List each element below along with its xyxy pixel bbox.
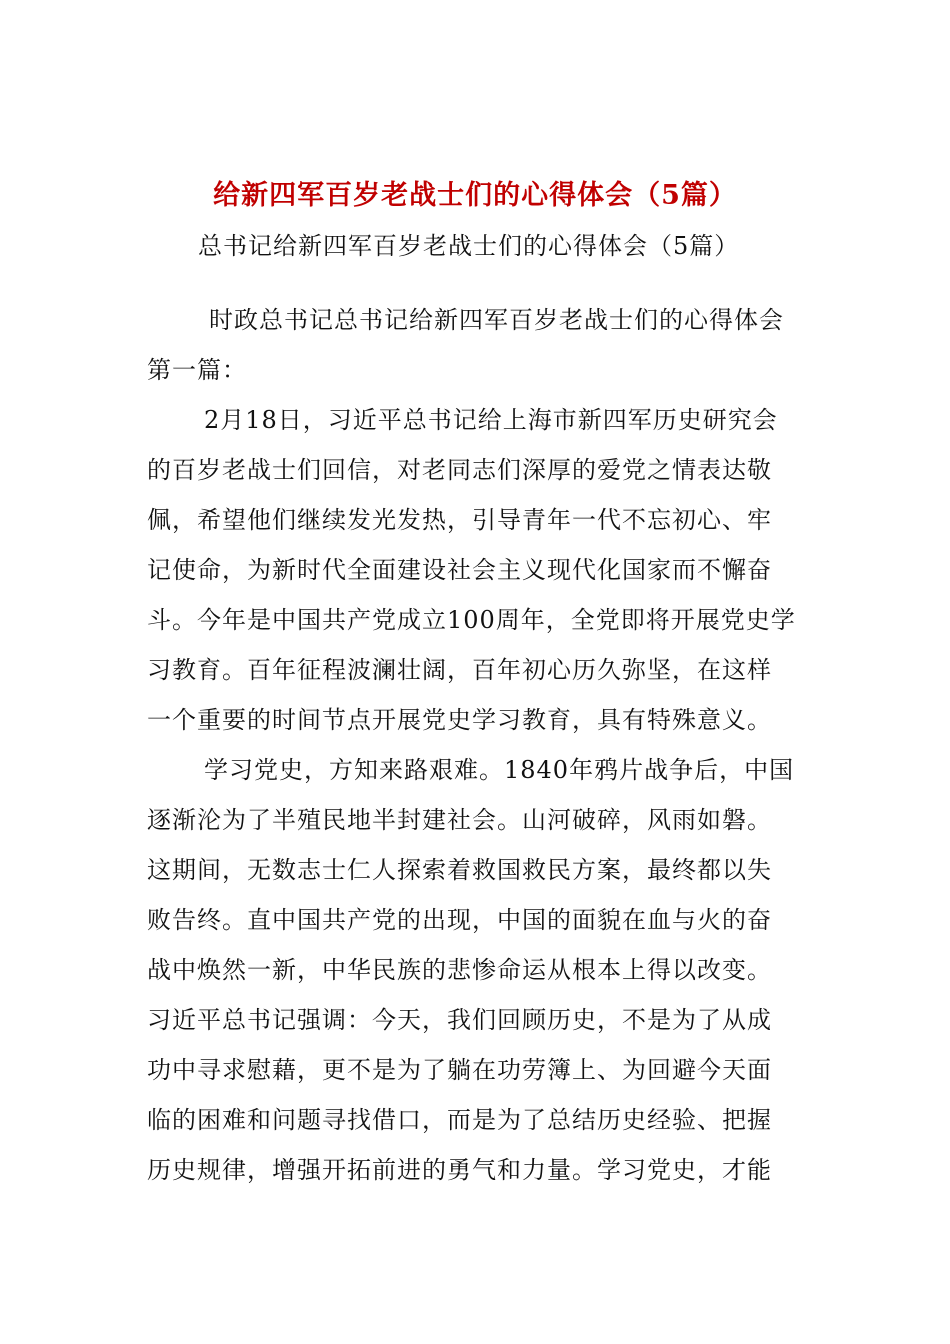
text-line: 逐渐沦为了半殖民地半封建社会。山河破碎，风雨如磐。	[147, 806, 772, 834]
text-line: 败告终。直中国共产党的出现，中国的面貌在血与火的奋	[147, 906, 772, 934]
text-line: 2月18日，习近平总书记给上海市新四军历史研究会	[204, 406, 778, 434]
text-line: 一个重要的时间节点开展党史学习教育，具有特殊意义。	[147, 706, 772, 734]
text-line: 这期间，无数志士仁人探索着救国救民方案，最终都以失	[147, 856, 772, 884]
text-line: 临的困难和问题寻找借口，而是为了总结历史经验、把握	[147, 1106, 772, 1134]
text-line: 斗。今年是中国共产党成立100周年，全党即将开展党史学	[147, 606, 796, 634]
text-line: 历史规律，增强开拓前进的勇气和力量。学习党史，才能	[147, 1156, 772, 1184]
document-title: 给新四军百岁老战士们的心得体会（5篇）	[213, 180, 737, 211]
text-line: 佩，希望他们继续发光发热，引导青年一代不忘初心、牢	[147, 506, 772, 534]
text-line: 习教育。百年征程波澜壮阔，百年初心历久弥坚，在这样	[147, 656, 772, 684]
text-line: 习近平总书记强调：今天，我们回顾历史，不是为了从成	[147, 1006, 772, 1034]
text-line: 功中寻求慰藉，更不是为了躺在功劳簿上、为回避今天面	[147, 1056, 772, 1084]
text-line: 时政总书记总书记给新四军百岁老战士们的心得体会	[209, 306, 784, 334]
text-line: 记使命，为新时代全面建设社会主义现代化国家而不懈奋	[147, 556, 772, 584]
text-line: 战中焕然一新，中华民族的悲惨命运从根本上得以改变。	[147, 956, 772, 984]
text-line: 学习党史，方知来路艰难。1840年鸦片战争后，中国	[204, 756, 795, 784]
subtitle-line: 总书记给新四军百岁老战士们的心得体会（5篇）	[198, 232, 740, 260]
text-line: 第一篇：	[147, 356, 247, 384]
text-line: 的百岁老战士们回信，对老同志们深厚的爱党之情表达敬	[147, 456, 772, 484]
